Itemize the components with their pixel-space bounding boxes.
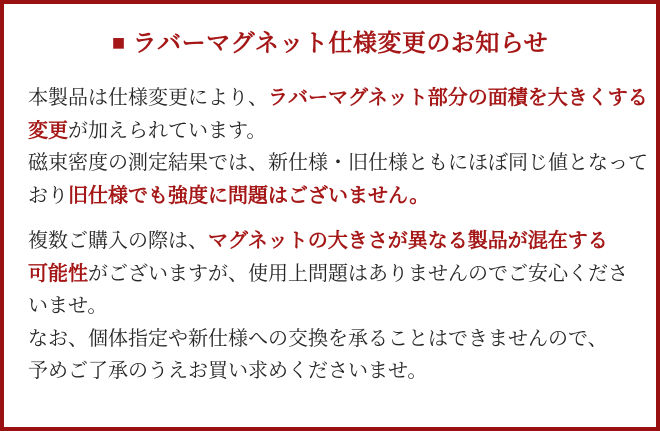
text-segment: おり	[28, 184, 68, 207]
emphasized-text-segment: ラバーマグネット部分の面積を大きくする	[268, 87, 648, 109]
text-line	[28, 147, 648, 180]
notice-title-text: ラバーマグネット仕様変更のお知らせ	[132, 30, 549, 57]
text-segment: 予めご了承のうえお買い求めくださいませ。	[28, 360, 428, 382]
text-segment: 本製品は仕様変更により、	[28, 87, 268, 109]
emphasized-text-segment: 変更	[28, 119, 68, 142]
notice-title	[4, 31, 656, 57]
emphasized-text-segment: 可能性	[28, 262, 88, 285]
text-segment: 複数ご購入の際は、	[28, 230, 208, 252]
text-line	[28, 82, 648, 115]
paragraph-2	[28, 225, 632, 388]
text-line	[28, 258, 632, 291]
text-line	[28, 180, 632, 213]
text-segment: なお、個体指定や新仕様への交換を承ることはできませんので、	[28, 327, 608, 350]
square-bullet-icon: ■	[111, 30, 126, 55]
emphasized-text-segment: マグネットの大きさが異なる製品が混在する	[208, 230, 608, 252]
emphasized-text-segment: 旧仕様でも強度に問題はございません。	[68, 184, 430, 207]
text-segment: いませ。	[28, 295, 108, 317]
text-line	[28, 355, 632, 388]
text-line	[28, 225, 632, 258]
text-segment: 磁束密度の測定結果では、新仕様・旧仕様ともにほぼ同じ値となって	[28, 152, 648, 174]
text-segment: が加えられています。	[68, 119, 267, 142]
text-segment: がございますが、使用上問題はありませんのでご安心くださ	[88, 262, 628, 285]
notice-body	[4, 82, 656, 388]
text-line	[28, 115, 632, 148]
paragraph-1	[28, 82, 648, 212]
text-line	[28, 290, 632, 323]
text-line	[28, 323, 632, 356]
